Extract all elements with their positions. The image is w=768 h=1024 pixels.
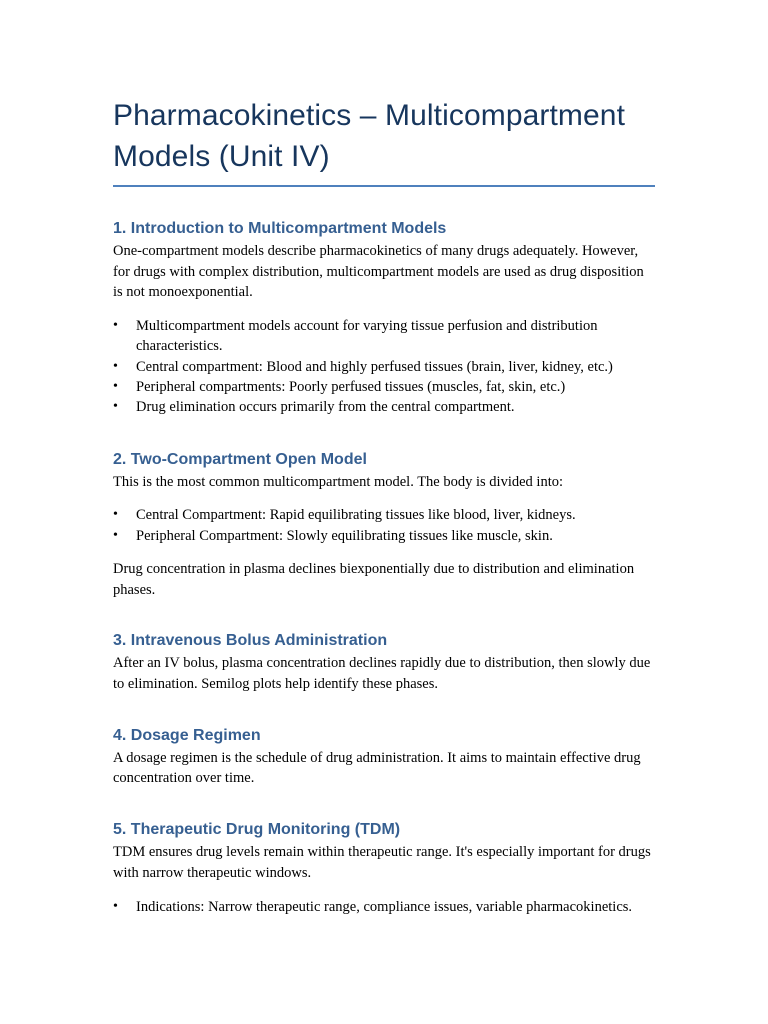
bullet-icon: • bbox=[113, 399, 118, 415]
section-heading-iv-bolus: 3. Intravenous Bolus Administration bbox=[113, 632, 388, 650]
bullet-list-introduction bbox=[113, 316, 655, 417]
bullet-list-tdm bbox=[113, 897, 655, 917]
section-paragraph-dosage-regimen: A dosage regimen is the schedule of drug administration. It aims to maintain effective drug concentration over time. bbox=[113, 749, 641, 787]
section-heading-tdm: 5. Therapeutic Drug Monitoring (TDM) bbox=[113, 821, 401, 839]
section-paragraph-two-compartment-phases: Drug concentration in plasma declines biexponentially due to distribution and elimination phases. bbox=[113, 560, 635, 598]
page-title: Pharmacokinetics – Multicompartment Models (Unit IV) bbox=[113, 95, 655, 187]
section-heading-two-compartment: 2. Two-Compartment Open Model bbox=[113, 450, 367, 468]
section-paragraph-tdm: TDM ensures drug levels remain within therapeutic range. It's especially important for drugs with narrow therapeutic windows. bbox=[113, 844, 651, 881]
bullet-list-two-compartment bbox=[113, 505, 655, 546]
list-item: • Peripheral Compartment: Slowly equilibrating tissues like muscle, skin. bbox=[113, 526, 655, 546]
bullet-icon: • bbox=[113, 379, 118, 394]
document-page bbox=[113, 95, 655, 917]
bullet-icon: • bbox=[113, 527, 118, 543]
list-item: • Drug elimination occurs primarily from the central compartment. bbox=[113, 397, 655, 417]
section-paragraph-iv-bolus: After an IV bolus, plasma concentration declines rapidly due to distribution, then slowly due to elimination. Semilog plots help identify these phases. bbox=[113, 655, 651, 692]
bullet-icon: • bbox=[113, 898, 118, 914]
section-heading-introduction: 1. Introduction to Multicompartment Models bbox=[113, 220, 447, 237]
section-paragraph-introduction: One-compartment models describe pharmacokinetics of many drugs adequately. However, for drugs with complex distribution, multicompartment models are used as drug disposition is not monoexponential. bbox=[113, 243, 644, 301]
list-item: • Indications: Narrow therapeutic range, compliance issues, variable pharmacokinetics. bbox=[113, 897, 655, 917]
list-item: • Multicompartment models account for varying tissue perfusion and distribution characteristics. bbox=[113, 318, 598, 355]
list-item: • Central compartment: Blood and highly perfused tissues (brain, liver, kidney, etc.) bbox=[113, 357, 655, 377]
bullet-icon: • bbox=[113, 318, 118, 334]
list-item: • Central Compartment: Rapid equilibrating tissues like blood, liver, kidneys. bbox=[113, 505, 655, 525]
list-item: • Peripheral compartments: Poorly perfused tissues (muscles, fat, skin, etc.) bbox=[113, 377, 655, 397]
bullet-icon: • bbox=[113, 358, 118, 374]
section-paragraph-two-compartment: This is the most common multicompartment model. The body is divided into: bbox=[113, 473, 563, 490]
section-heading-dosage-regimen: 4. Dosage Regimen bbox=[113, 726, 261, 744]
bullet-icon: • bbox=[113, 507, 118, 523]
